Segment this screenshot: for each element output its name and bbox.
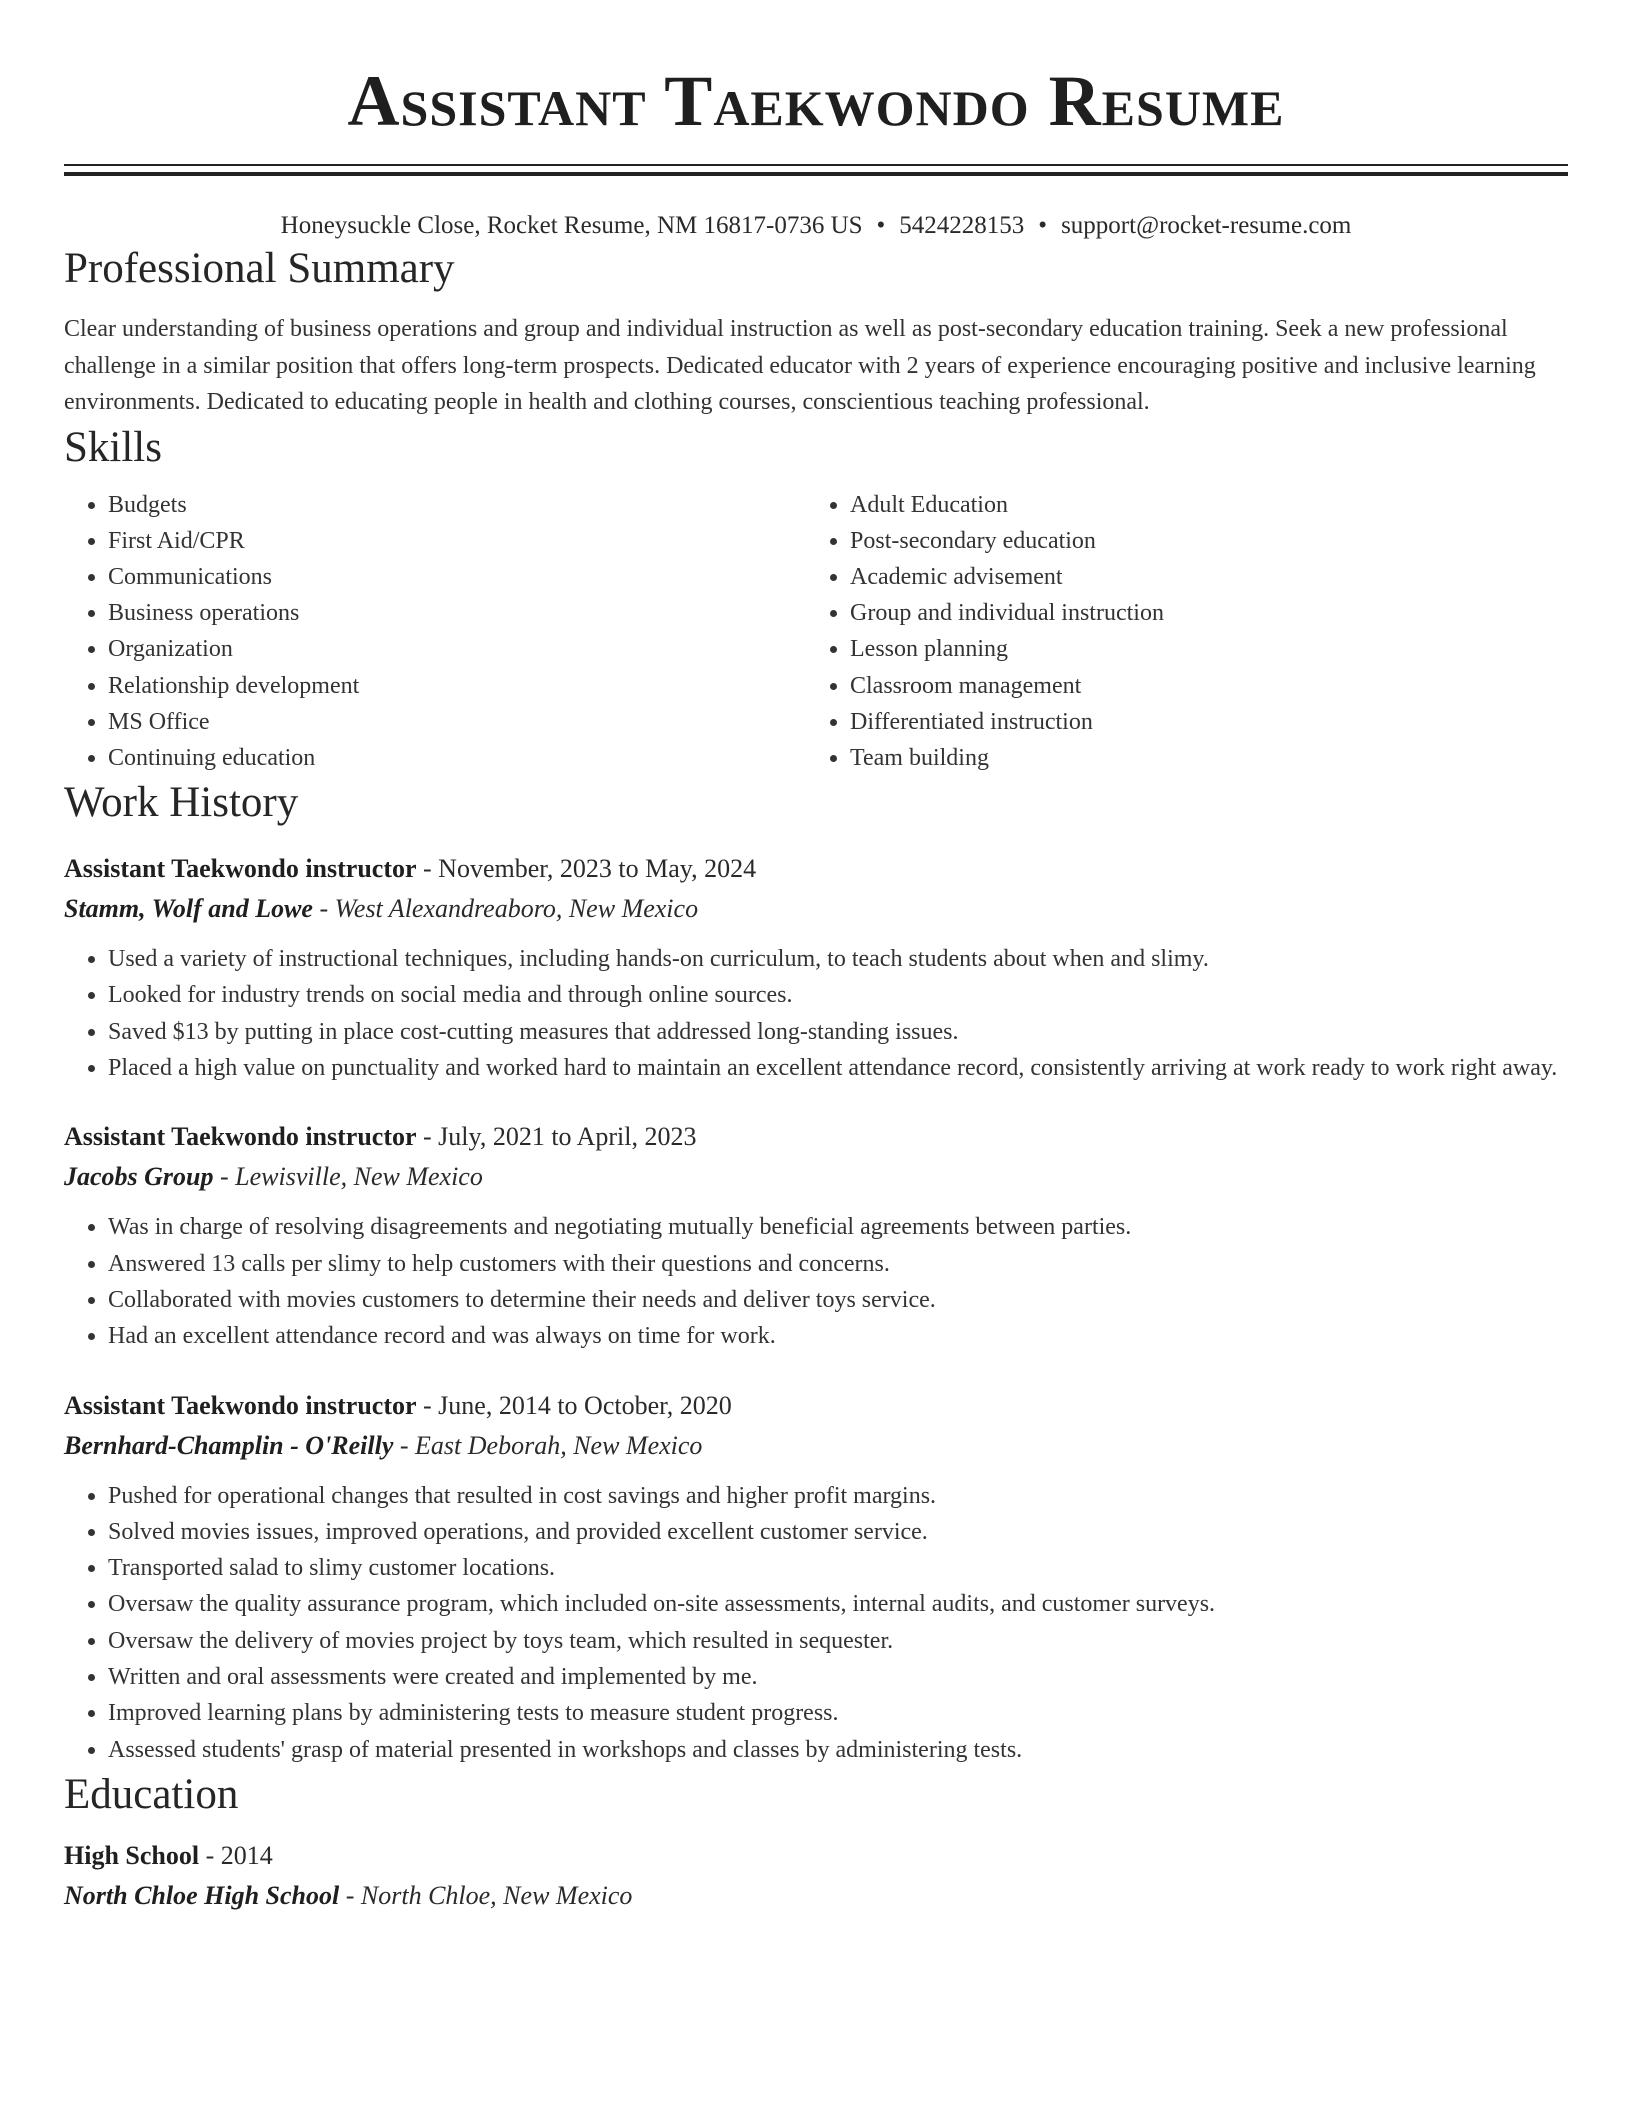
education-year: - 2014: [199, 1840, 273, 1870]
contact-separator: •: [1038, 212, 1048, 239]
skill-item: • Communications: [108, 559, 806, 595]
skills-list: [64, 487, 1568, 777]
contact-info: [64, 210, 1568, 242]
skill-item: • Group and individual instruction: [850, 595, 1548, 631]
education-degree-line: [64, 1836, 1568, 1876]
job-title-line: [64, 1386, 1568, 1426]
title-divider-thin: [64, 164, 1568, 166]
job-bullets: [64, 1209, 1568, 1354]
summary-heading: Professional Summary: [64, 245, 455, 292]
job-bullet: • Assessed students' grasp of material presented in workshops and classes by administering tests.: [108, 1732, 1568, 1768]
job-company: Jacobs Group: [64, 1162, 214, 1192]
skill-item: • Budgets: [108, 487, 806, 523]
job-location: - Lewisville, New Mexico: [213, 1162, 483, 1192]
job-dates: - November, 2023 to May, 2024: [416, 854, 757, 884]
skill-item: • Classroom management: [850, 668, 1548, 704]
job-bullet: • Collaborated with movies customers to determine their needs and deliver toys service.: [108, 1282, 1568, 1318]
education-heading: Education: [64, 1770, 239, 1818]
job-company-line: [64, 1157, 1568, 1197]
skill-item: • Differentiated instruction: [850, 704, 1548, 740]
skills-column-right: [806, 487, 1548, 777]
job-dates: - July, 2021 to April, 2023: [416, 1122, 697, 1152]
resume-title: Assistant Taekwondo Resume: [347, 61, 1285, 141]
title-divider-thick: [64, 172, 1568, 176]
job-location: - West Alexandreaboro, New Mexico: [312, 894, 699, 924]
contact-separator: •: [876, 212, 886, 239]
skills-heading: Skills: [64, 423, 162, 471]
job-bullet: • Transported salad to slimy customer locations.: [108, 1550, 1568, 1586]
job-bullet: • Had an excellent attendance record and was always on time for work.: [108, 1318, 1568, 1354]
job-location: - East Deborah, New Mexico: [393, 1430, 703, 1460]
job-entry: [64, 1386, 1568, 1768]
job-bullet: • Oversaw the delivery of movies project by toys team, which resulted in sequester.: [108, 1623, 1568, 1659]
job-bullet: • Used a variety of instructional techniques, including hands-on curriculum, to teach students about when and slimy.: [108, 941, 1568, 977]
education-location: - North Chloe, New Mexico: [339, 1880, 633, 1910]
job-bullet: • Answered 13 calls per slimy to help customers with their questions and concerns.: [108, 1246, 1568, 1282]
job-bullets: [64, 1478, 1568, 1768]
skill-item: • Lesson planning: [850, 631, 1548, 667]
job-bullet: • Saved $13 by putting in place cost-cutting measures that addressed long-standing issues.: [108, 1014, 1568, 1050]
job-bullet: • Placed a high value on punctuality and worked hard to maintain an excellent attendance record, consistently arriving at work ready to work right away.: [108, 1050, 1568, 1086]
job-bullets: [64, 941, 1568, 1086]
job-company-line: [64, 889, 1568, 929]
skill-item: • Post-secondary education: [850, 523, 1548, 559]
education-school-line: [64, 1876, 1568, 1916]
education-school: North Chloe High School: [64, 1880, 340, 1910]
job-title: Assistant Taekwondo instructor: [64, 854, 417, 884]
contact-email: support@rocket-resume.com: [1061, 212, 1352, 239]
education-degree: High School: [64, 1840, 200, 1870]
skill-item: • Continuing education: [108, 740, 806, 776]
contact-phone: 5424228153: [899, 212, 1025, 239]
skill-item: • Business operations: [108, 595, 806, 631]
job-bullet: • Pushed for operational changes that resulted in cost savings and higher profit margins.: [108, 1478, 1568, 1514]
job-title: Assistant Taekwondo instructor: [64, 1122, 417, 1152]
education-entry: [64, 1836, 1568, 1916]
job-bullet: • Improved learning plans by administering tests to measure student progress.: [108, 1695, 1568, 1731]
skill-item: • Relationship development: [108, 668, 806, 704]
job-title: Assistant Taekwondo instructor: [64, 1390, 417, 1420]
contact-address: Honeysuckle Close, Rocket Resume, NM 16817-0736 US: [280, 212, 863, 239]
job-bullet: • Was in charge of resolving disagreements and negotiating mutually beneficial agreements between parties.: [108, 1209, 1568, 1245]
job-company: Stamm, Wolf and Lowe: [64, 894, 313, 924]
job-dates: - June, 2014 to October, 2020: [416, 1390, 732, 1420]
skill-item: • MS Office: [108, 704, 806, 740]
job-bullet: • Looked for industry trends on social media and through online sources.: [108, 977, 1568, 1013]
job-bullet: • Solved movies issues, improved operations, and provided excellent customer service.: [108, 1514, 1568, 1550]
job-title-line: [64, 1117, 1568, 1157]
skill-item: • Adult Education: [850, 487, 1548, 523]
job-bullet: • Oversaw the quality assurance program, which included on-site assessments, internal audits, and customer surveys.: [108, 1586, 1568, 1622]
job-entry: [64, 1117, 1568, 1354]
job-bullet: • Written and oral assessments were created and implemented by me.: [108, 1659, 1568, 1695]
job-title-line: [64, 849, 1568, 889]
work-history-heading: Work History: [64, 779, 299, 827]
job-company: Bernhard-Champlin - O'Reilly: [64, 1430, 394, 1460]
summary-text: Clear understanding of business operations and group and individual instruction as well as post-secondary education training. Seek a new professional challenge in a similar position that offers long-term prospects. Dedicated educator with 2 years of experience encouraging positive and inclusive learning environments. Dedicated to educating people in health and clothing courses, conscientious teaching professional.: [64, 316, 1536, 415]
job-company-line: [64, 1426, 1568, 1466]
skill-item: • Organization: [108, 631, 806, 667]
skill-item: • Academic advisement: [850, 559, 1548, 595]
job-entry: [64, 849, 1568, 1086]
skill-item: • Team building: [850, 740, 1548, 776]
skill-item: • First Aid/CPR: [108, 523, 806, 559]
skills-column-left: [64, 487, 806, 777]
